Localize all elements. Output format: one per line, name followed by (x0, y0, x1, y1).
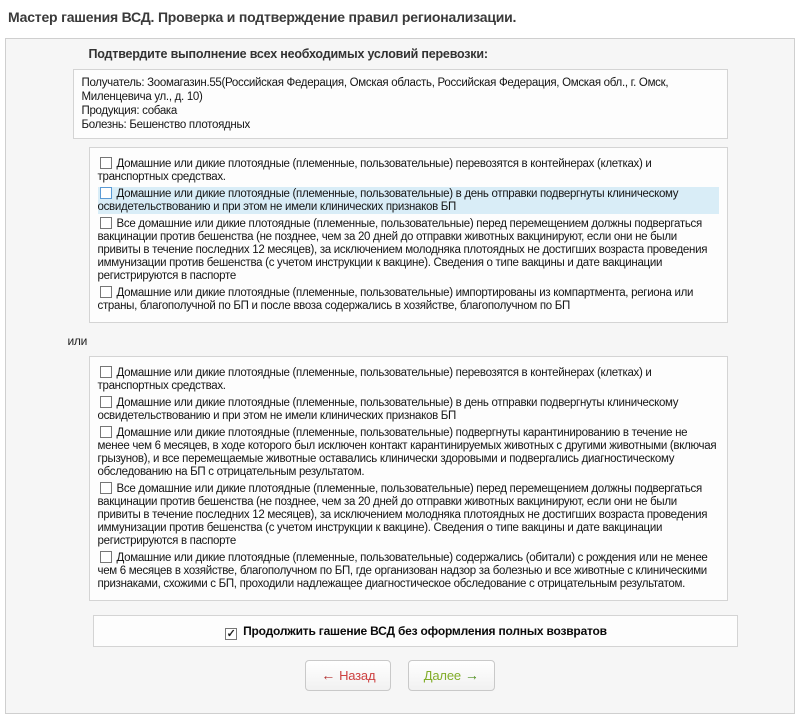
checkbox-icon[interactable] (100, 187, 112, 199)
continue-extinguish-box (93, 615, 738, 647)
continue-extinguish-option[interactable] (223, 624, 607, 638)
condition-option-highlighted[interactable] (98, 187, 719, 214)
condition-option[interactable] (98, 426, 719, 479)
arrow-right-icon: → (464, 667, 479, 683)
checkbox-icon[interactable] (100, 286, 112, 298)
condition-option[interactable] (98, 157, 719, 184)
condition-option[interactable] (98, 482, 719, 548)
back-button[interactable] (305, 660, 391, 691)
condition-label: Домашние или дикие плотоядные (племенные, пользовательные) подвергнуты карантинированию в течение не менее чем 6 месяцев, в ходе которого был исключен контакт карантинируемых животных с другими животными (включая грызунов), и все перемещаемые животные оставались клинически здоровыми и подвергались диагностическому обследованию на БП с отрицательным результатом. (97, 427, 717, 478)
page-title: Мастер гашения ВСД. Проверка и подтверждение правил регионализации. (8, 9, 517, 25)
or-separator: или (67, 334, 88, 348)
condition-label: Домашние или дикие плотоядные (племенные, пользовательные) импортированы из компартмента, региона или страны, благополучной по БП и после ввоза содержались в хозяйстве, благополучном по БП (97, 287, 694, 312)
arrow-left-icon: ← (321, 667, 336, 683)
continue-extinguish-label: Продолжить гашение ВСД без оформления полных возвратов (243, 624, 607, 638)
condition-option[interactable] (98, 366, 719, 393)
condition-label: Все домашние или дикие плотоядные (племенные, пользовательные) перед перемещением должны подвергаться вакцинации против бешенства (не позднее, чем за 20 дней до отправки животных вакцинируют, если они не были привиты в течение последних 12 месяцев), за исключением молодняка плотоядных не достигших возраста проведения иммунизации против бешенства (с учетом инструкции к вакцине). Сведения о типе вакцины и дате вакцинации регистрируются в паспорте (97, 483, 708, 547)
checkbox-icon[interactable] (100, 157, 112, 169)
wizard-buttons (73, 660, 728, 691)
checkbox-checked-icon[interactable] (225, 628, 237, 640)
condition-label: Домашние или дикие плотоядные (племенные, пользовательные) перевозятся в контейнерах (клетках) и транспортных средствах. (97, 158, 652, 183)
checkbox-icon[interactable] (100, 217, 112, 229)
condition-option[interactable] (98, 217, 719, 283)
checkbox-icon[interactable] (100, 366, 112, 378)
checkbox-icon[interactable] (100, 551, 112, 563)
condition-group-2 (89, 356, 728, 601)
checkbox-icon[interactable] (100, 396, 112, 408)
checkbox-icon[interactable] (100, 426, 112, 438)
condition-label: Домашние или дикие плотоядные (племенные, пользовательные) содержались (обитали) с рождения или не менее чем 6 месяцев в хозяйстве, благополучном по БП, где организован надзор за болезнью и все животные с клиническими признаками, схожими с БП, проходили надлежащее диагностическое обследование с отрицательным результатом. (97, 552, 708, 590)
condition-label: Домашние или дикие плотоядные (племенные, пользовательные) перевозятся в контейнерах (клетках) и транспортных средствах. (97, 367, 652, 392)
condition-option[interactable] (98, 551, 719, 591)
condition-label: Домашние или дикие плотоядные (племенные, пользовательные) в день отправки подвергнуты клиническому освидетельствованию и при этом не имели клинических признаков БП (97, 188, 679, 213)
consignment-info-box (73, 69, 728, 139)
condition-group-1 (89, 147, 728, 323)
next-button-label: Далее (423, 668, 461, 683)
regionalization-panel (5, 38, 795, 714)
condition-option[interactable] (98, 396, 719, 423)
condition-option[interactable] (98, 286, 719, 313)
back-button-label: Назад (339, 668, 376, 683)
next-button[interactable] (408, 660, 495, 691)
checkbox-icon[interactable] (100, 482, 112, 494)
production-line: Продукция: собака (81, 105, 177, 117)
condition-label: Домашние или дикие плотоядные (племенные, пользовательные) в день отправки подвергнуты клиническому освидетельствованию и при этом не имели клинических признаков БП (97, 397, 679, 422)
recipient-line: Получатель: Зоомагазин.55(Российская Федерация, Омская область, Российская Федерация, Омская обл., г. Омск, Миленцевича ул., д. 10) (81, 77, 669, 103)
condition-label: Все домашние или дикие плотоядные (племенные, пользовательные) перед перемещением должны подвергаться вакцинации против бешенства (не позднее, чем за 20 дней до отправки животных вакцинируют, если они не были привиты в течение последних 12 месяцев), за исключением молодняка плотоядных не достигших возраста проведения иммунизации против бешенства (с учетом инструкции к вакцине). Сведения о типе вакцины и дате вакцинации регистрируются в паспорте (97, 218, 708, 282)
disease-line: Болезнь: Бешенство плотоядных (81, 119, 250, 131)
panel-header: Подтвердите выполнение всех необходимых условий перевозки: (88, 47, 488, 61)
